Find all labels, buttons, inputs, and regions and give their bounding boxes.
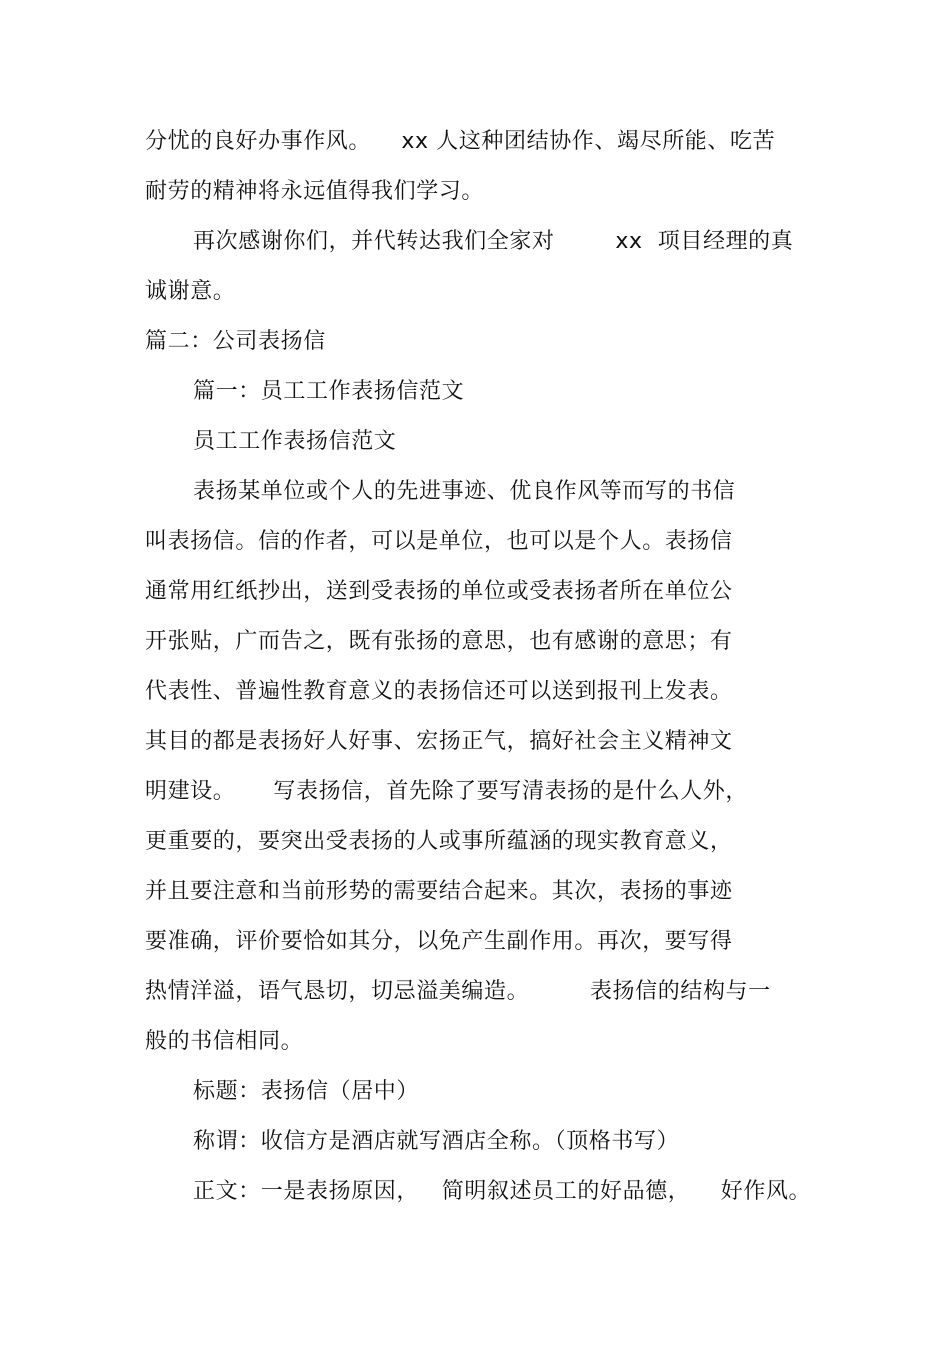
text-line: 耐劳的精神将永远值得我们学习。 xyxy=(145,179,485,204)
text-line: 代表性、普遍性教育意义的表扬信还可以送到报刊上发表。 xyxy=(145,679,733,704)
text-line: 再次感谢你们，并代转达我们全家对 xx 项目经理的真 xyxy=(193,229,794,254)
text-line: 要准确，评价要恰如其分，以免产生副作用。再次，要写得 xyxy=(145,929,733,954)
subsection-heading: 篇一：员工工作表扬信范文 xyxy=(193,379,465,404)
text-line: 分忧的良好办事作风。 xx 人这种团结协作、竭尽所能、吃苦 xyxy=(145,129,776,154)
document-title: 员工工作表扬信范文 xyxy=(193,429,397,454)
text-line: 称谓：收信方是酒店就写酒店全称。（顶格书写） xyxy=(193,1129,680,1154)
text-line: 明建设。 写表扬信，首先除了要写清表扬的是什么人外， xyxy=(145,779,748,804)
text-line: 并且要注意和当前形势的需要结合起来。其次，表扬的事迹 xyxy=(145,879,733,904)
text-line: 般的书信相同。 xyxy=(145,1029,304,1054)
text-line: 开张贴，广而告之，既有张扬的意思，也有感谢的意思；有 xyxy=(145,629,733,654)
text-line: 正文：一是表扬原因， 简明叙述员工的好品德， 好作风。 xyxy=(193,1179,812,1204)
text-line: 诚谢意。 xyxy=(145,279,236,304)
text-line: 叫表扬信。信的作者，可以是单位，也可以是个人。表扬信 xyxy=(145,529,733,554)
section-heading: 篇二：公司表扬信 xyxy=(145,329,326,354)
text-line: 表扬某单位或个人的先进事迹、优良作风等而写的书信 xyxy=(193,479,736,504)
text-line: 热情洋溢，语气恳切，切忌溢美编造。 表扬信的结构与一 xyxy=(145,979,771,1004)
text-line: 标题：表扬信（居中） xyxy=(193,1079,420,1104)
text-line: 更重要的，要突出受表扬的人或事所蕴涵的现实教育意义， xyxy=(145,829,733,854)
text-line: 其目的都是表扬好人好事、宏扬正气，搞好社会主义精神文 xyxy=(145,729,733,754)
text-line: 通常用红纸抄出，送到受表扬的单位或受表扬者所在单位公 xyxy=(145,579,733,604)
